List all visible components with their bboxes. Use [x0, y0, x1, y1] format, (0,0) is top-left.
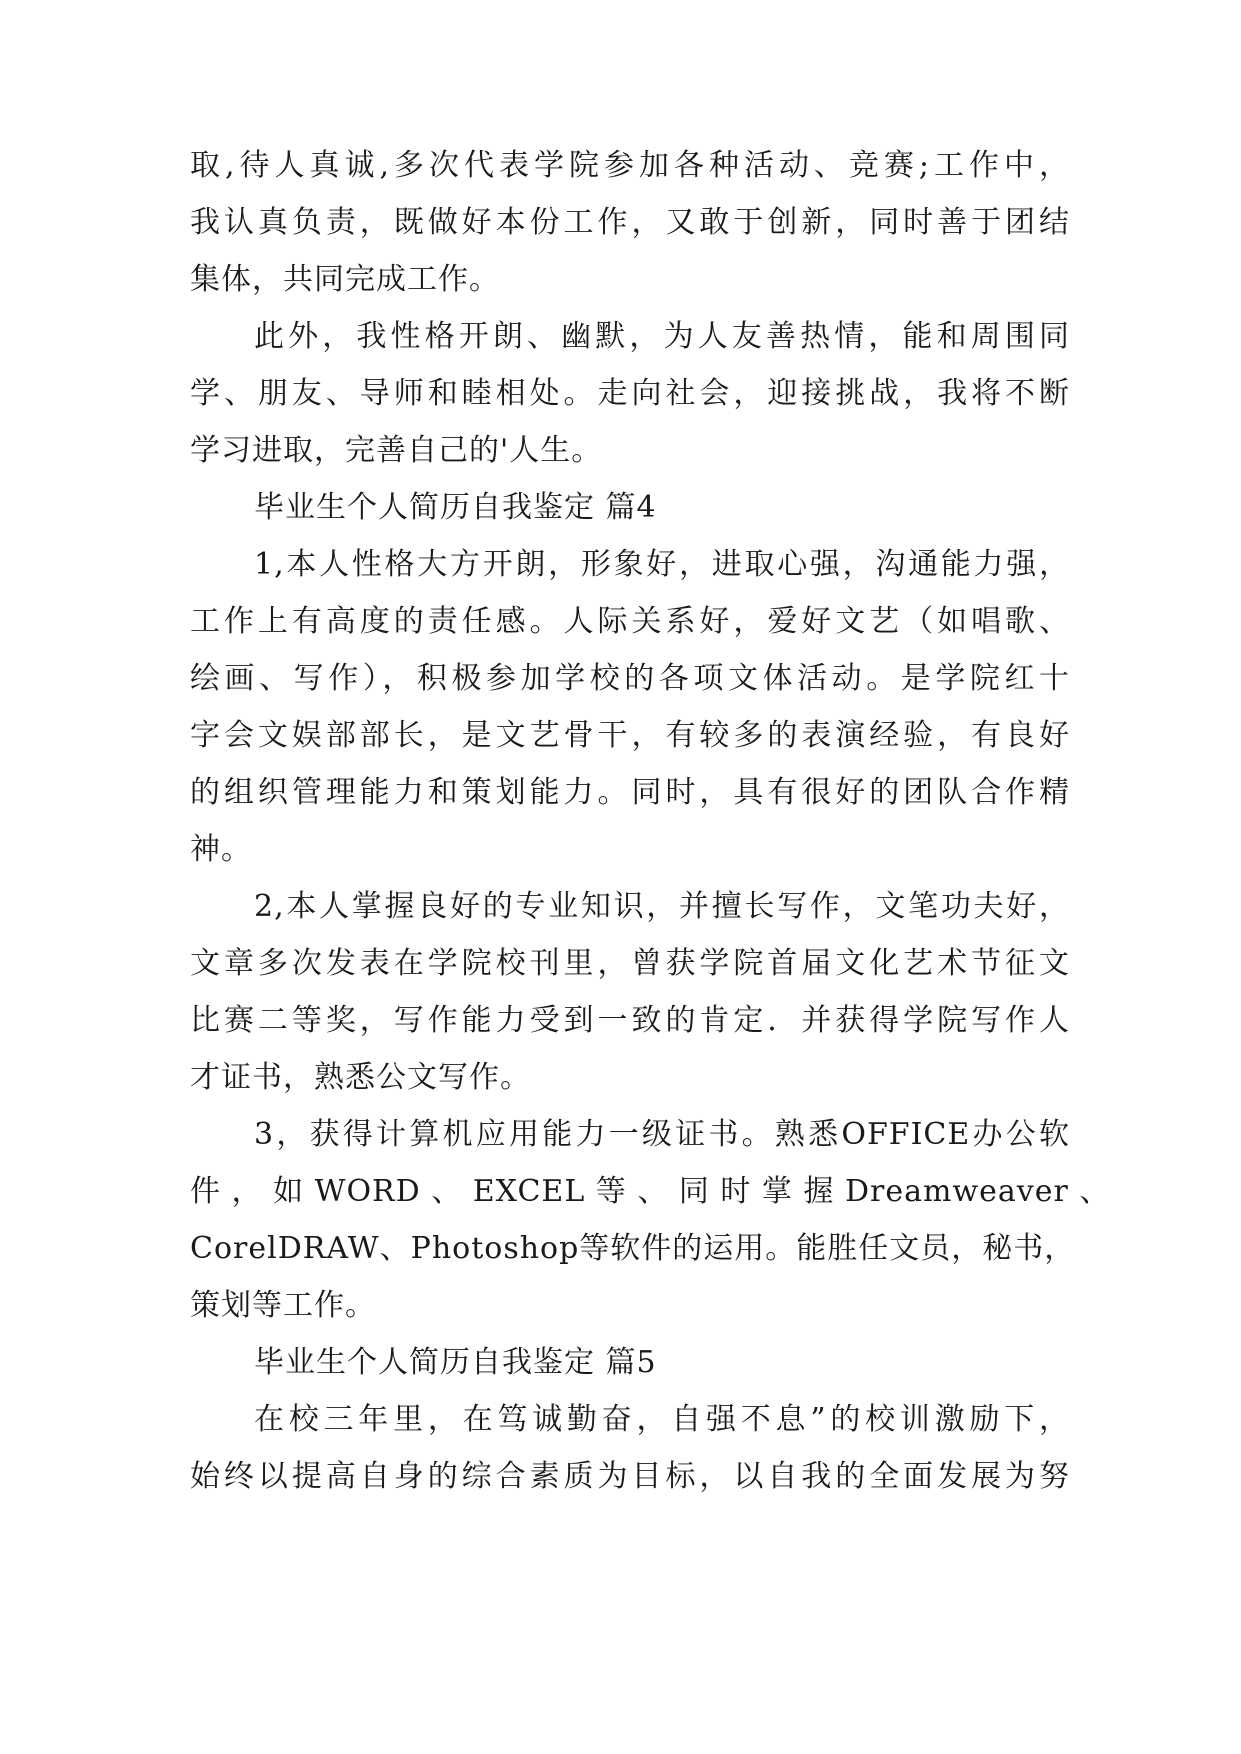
section-heading: 毕业生个人简历自我鉴定 篇5	[254, 1345, 657, 1380]
paragraph-line: 我认真负责，既做好本份工作，又敢于创新，同时善于团结	[190, 205, 1070, 240]
paragraph-line: 2,本人掌握良好的专业知识，并擅长写作，文笔功夫好，	[254, 889, 1070, 924]
paragraph-line: 在校三年里，在笃诚勤奋，自强不息”的校训激励下，	[254, 1402, 1070, 1437]
paragraph-line: CorelDRAW、Photoshop等软件的运用。能胜任文员，秘书，	[190, 1231, 1076, 1266]
paragraph-line: 文章多次发表在学院校刊里，曾获学院首届文化艺术节征文	[190, 946, 1070, 981]
paragraph-line: 学习进取，完善自己的'人生。	[190, 433, 603, 468]
paragraph-line: 绘画、写作），积极参加学校的各项文体活动。是学院红十	[190, 661, 1070, 696]
paragraph-line: 集体，共同完成工作。	[190, 262, 500, 297]
paragraph-line: 取,待人真诚,多次代表学院参加各种活动、竞赛;工作中，	[190, 148, 1070, 183]
paragraph-line: 此外，我性格开朗、幽默，为人友善热情，能和周围同	[254, 319, 1070, 354]
paragraph-line: 字会文娱部部长，是文艺骨干，有较多的表演经验，有良好	[190, 718, 1070, 753]
paragraph-line: 神。	[190, 832, 252, 867]
paragraph-line: 1,本人性格大方开朗，形象好，进取心强，沟通能力强，	[254, 547, 1070, 582]
paragraph-line: 工作上有高度的责任感。人际关系好，爱好文艺（如唱歌、	[190, 604, 1070, 639]
paragraph-line: 比赛二等奖，写作能力受到一致的肯定．并获得学院写作人	[190, 1003, 1070, 1038]
paragraph-line: 才证书，熟悉公文写作。	[190, 1060, 531, 1095]
paragraph-line: 件 ， 如 WORD 、 EXCEL 等 、 同 时 掌 握 Dreamweaver 、	[190, 1174, 1111, 1209]
section-heading: 毕业生个人简历自我鉴定 篇4	[254, 490, 657, 525]
paragraph-line: 始终以提高自身的综合素质为目标，以自我的全面发展为努	[190, 1459, 1070, 1494]
paragraph-line: 3，获得计算机应用能力一级证书。熟悉OFFICE办公软	[254, 1117, 1070, 1152]
paragraph-line: 策划等工作。	[190, 1288, 376, 1323]
paragraph-line: 的组织管理能力和策划能力。同时，具有很好的团队合作精	[190, 775, 1070, 810]
paragraph-line: 学、朋友、导师和睦相处。走向社会，迎接挑战，我将不断	[190, 376, 1070, 411]
